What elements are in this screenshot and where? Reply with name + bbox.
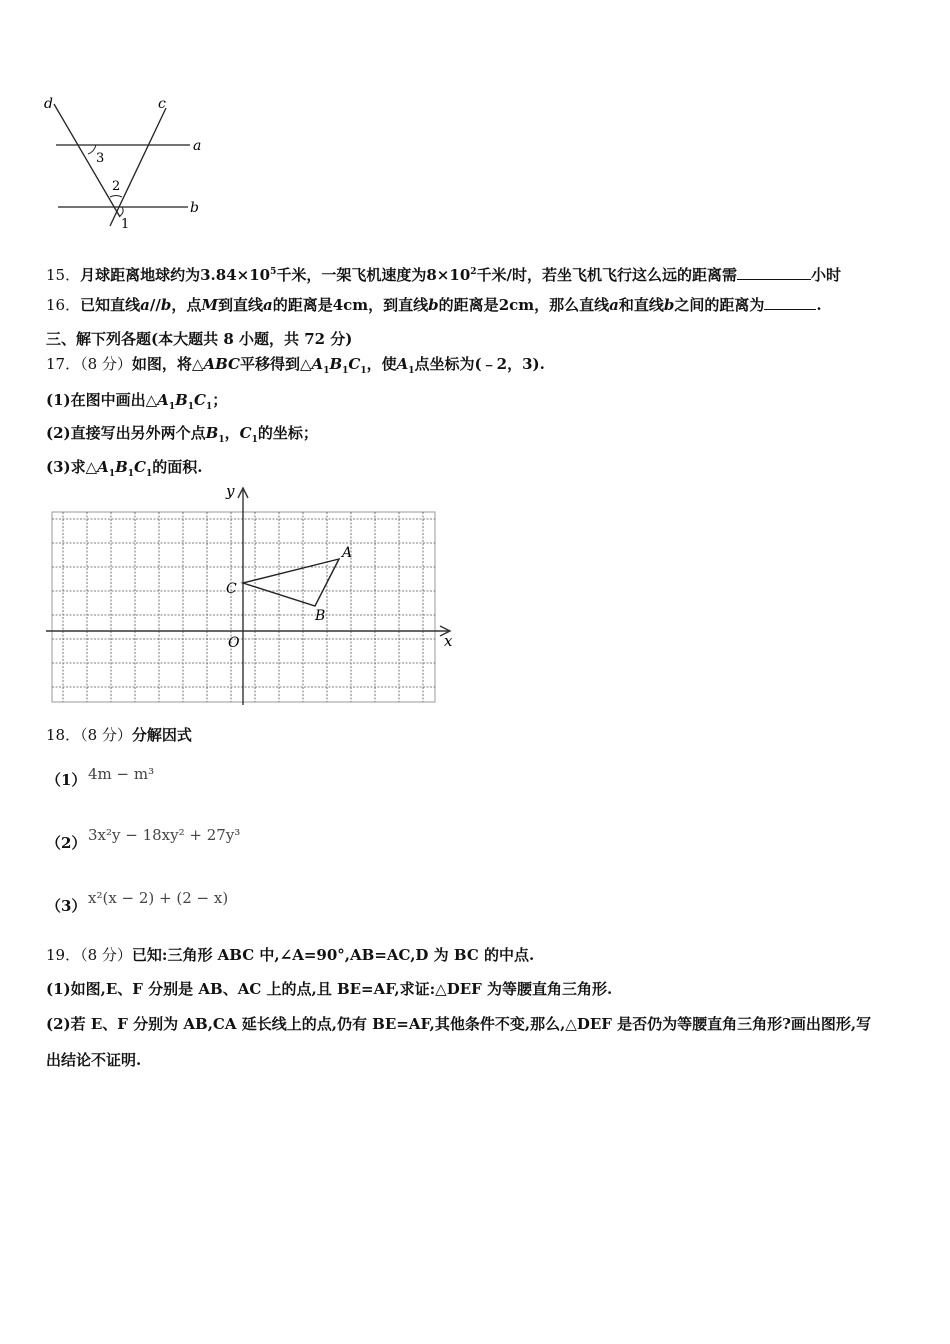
- question-18-item-1-expr: 4m − m³: [88, 765, 155, 783]
- answer-blank[interactable]: [764, 295, 816, 310]
- question-17-part-1: (1)在图中画出$\triangle A_1B_1C_1$；: [46, 391, 228, 412]
- question-17: 17．（8 分）如图，将△ABC平移得到$\triangle A_1B_1C_1$，使$A_1$点坐标为(﹣2，3).: [46, 355, 545, 376]
- line-d: [54, 104, 120, 217]
- question-18-item-3-label: （3）: [46, 897, 87, 915]
- label-b: b: [190, 200, 199, 216]
- point-a-label: A: [342, 545, 353, 561]
- coordinate-grid-figure: [40, 480, 460, 710]
- label-angle-1: 1: [121, 217, 130, 232]
- question-16: 16．已知直线a//b，点M到直线a的距离是4cm，到直线b的距离是2cm，那么直线a和直线b之间的距离为 .: [46, 296, 822, 314]
- question-19: 19．（8 分）已知:三角形 ABC 中,∠A=90°,AB=AC,D 为 BC 的中点.: [46, 946, 535, 964]
- section-heading: 三、解下列各题(本大题共 8 小题，共 72 分): [46, 330, 353, 348]
- label-d: d: [44, 96, 53, 112]
- angle-arc-3: [88, 145, 96, 154]
- label-angle-3: 3: [96, 151, 105, 166]
- question-18-item-3-expr: x²(x − 2) + (2 − x): [88, 889, 229, 907]
- question-17-part-3: (3)求$\triangle A_1B_1C_1$的面积.: [46, 458, 203, 479]
- question-18-item-2-label: （2）: [46, 834, 87, 852]
- question-15: 15．月球距离地球约为$3.84\times 10^5$千米，一架飞机速度为$8\times 10^2$千米/时，若坐飞机飞行这么远的距离需 小时: [46, 266, 842, 284]
- point-c-label: C: [226, 581, 237, 597]
- angle-arc-2: [110, 196, 122, 198]
- x-axis-label: x: [444, 632, 453, 650]
- origin-label: O: [228, 635, 240, 651]
- parallel-lines-figure: [40, 94, 220, 234]
- question-number: 16．: [46, 296, 81, 314]
- label-c: c: [158, 96, 166, 112]
- question-19-part-2-line-1: (2)若 E、F 分别为 AB,CA 延长线上的点,仍有 BE=AF,其他条件不变,那么,△DEF 是否仍为等腰直角三角形?画出图形,写: [46, 1015, 872, 1033]
- question-19-part-1: (1)如图,E、F 分别是 AB、AC 上的点,且 BE=AF,求证:△DEF 为等腰直角三角形.: [46, 980, 613, 998]
- angle-arc-1: [120, 207, 123, 216]
- y-axis-label: y: [226, 482, 235, 500]
- line-c: [110, 108, 166, 226]
- question-18-item-2-expr: 3x²y − 18xy² + 27y³: [88, 826, 241, 844]
- question-17-part-2: (2)直接写出另外两个点$B_1$，$C_1$的坐标；: [46, 424, 318, 445]
- question-number: 15．: [46, 266, 81, 284]
- label-angle-2: 2: [112, 179, 121, 194]
- point-b-label: B: [315, 608, 326, 624]
- question-19-part-2-line-2: 出结论不证明.: [46, 1051, 142, 1069]
- question-18: 18．（8 分）分解因式: [46, 726, 192, 744]
- label-a: a: [193, 138, 202, 154]
- answer-blank[interactable]: [737, 265, 811, 280]
- question-18-item-1-label: （1）: [46, 771, 87, 789]
